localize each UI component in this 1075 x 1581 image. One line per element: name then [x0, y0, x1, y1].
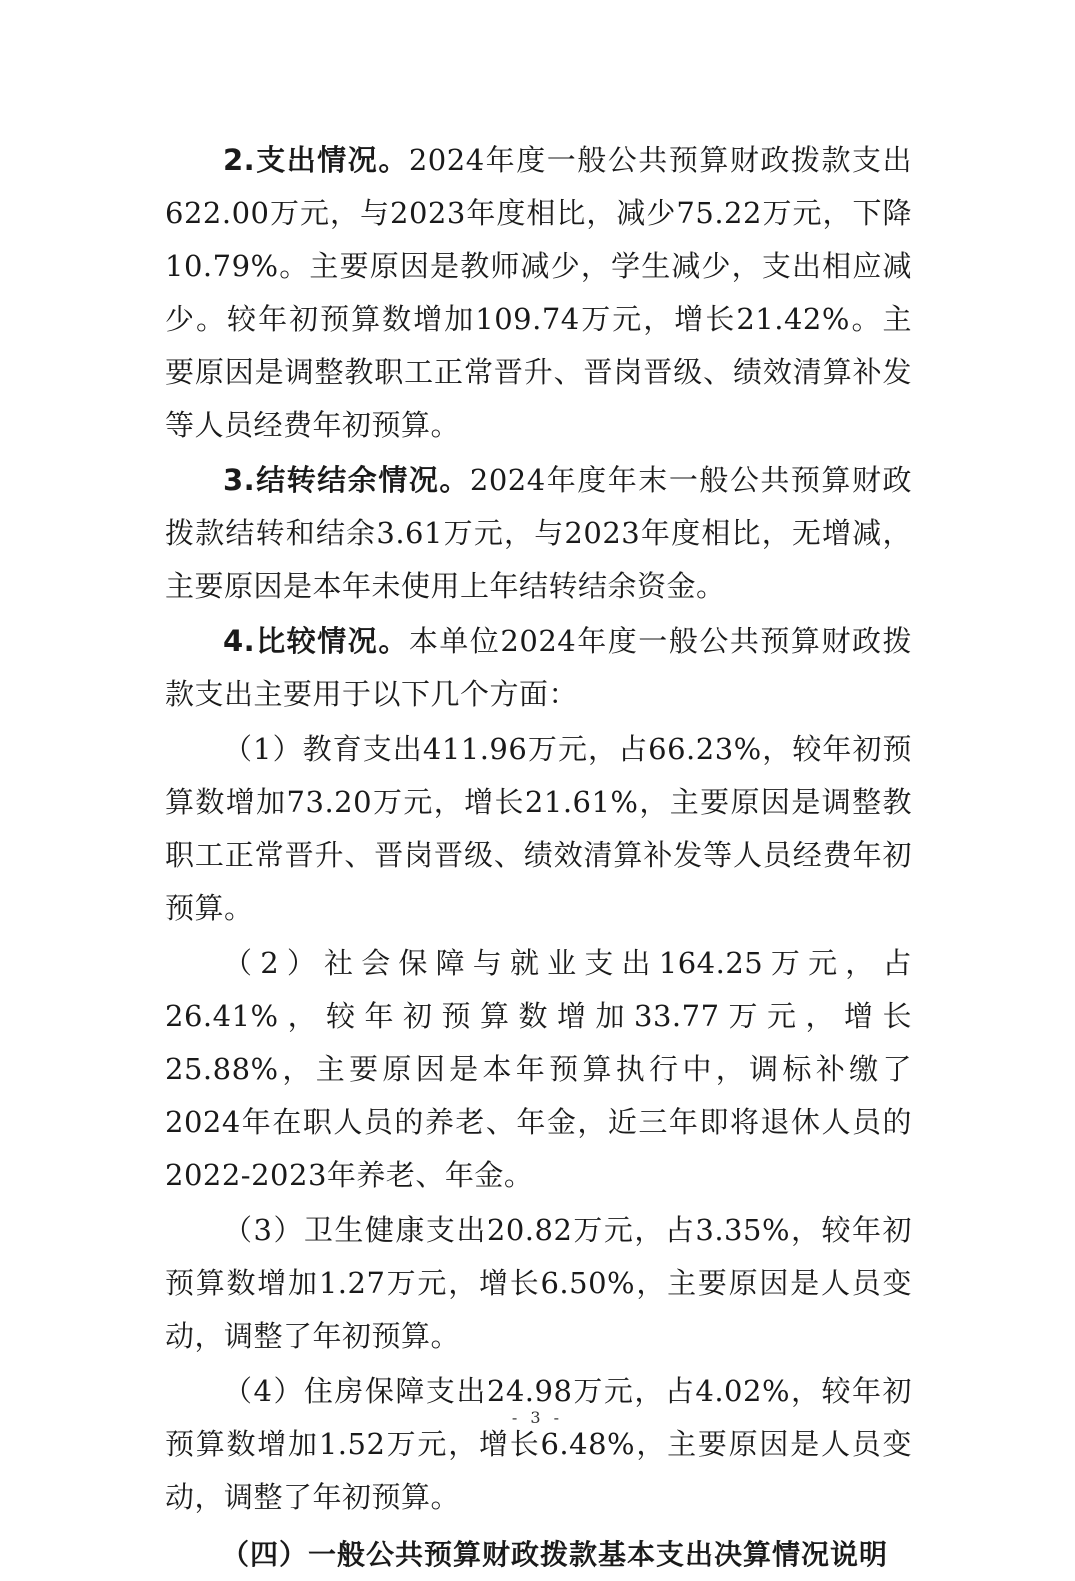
section-heading: （四）一般公共预算财政拨款基本支出决算情况说明 [221, 1538, 889, 1571]
paragraph-comparison [165, 615, 912, 721]
paragraph-spending [165, 134, 912, 452]
document-body [165, 134, 912, 1581]
paragraph-lead: 2.支出情况。 [223, 143, 409, 177]
list-item: （3）卫生健康支出20.82万元，占3.35%，较年初预算数增加1.27万元，增长6.50%，主要原因是人员变动，调整了年初预算。 [165, 1213, 912, 1353]
list-item: （1）教育支出411.96万元，占66.23%，较年初预算数增加73.20万元，增长21.61%，主要原因是调整教职工正常晋升、晋岗晋级、绩效清算补发等人员经费年初预算。 [165, 732, 912, 925]
paragraph-text: 本单位2024年度一般公共预算财政拨款支出主要用于以下几个方面： [165, 624, 912, 711]
page-number: - 3 - [511, 1408, 564, 1427]
list-item: （4）住房保障支出24.98万元，占4.02%，较年初预算数增加1.52万元，增长6.48%，主要原因是人员变动，调整了年初预算。 [165, 1374, 912, 1514]
paragraph-lead: 4.比较情况。 [223, 624, 409, 658]
paragraph-lead: 3.结转结余情况。 [223, 463, 470, 497]
paragraph-carryover [165, 454, 912, 613]
paragraph-text: 2024年度年末一般公共预算财政拨款结转和结余3.61万元，与2023年度相比，无增减，主要原因是本年未使用上年结转结余资金。 [165, 463, 912, 603]
paragraph-text: 2024年度一般公共预算财政拨款支出622.00万元，与2023年度相比，减少75.22万元，下降10.79%。主要原因是教师减少，学生减少，支出相应减少。较年初预算数增加109.74万元，增长21.42%。主要原因是调整教职工正常晋升、晋岗晋级、绩效清算补发等人员经费年初预算。 [165, 143, 912, 442]
list-item: （2）社会保障与就业支出164.25万元，占26.41%，较年初预算数增加33.77万元，增长25.88%，主要原因是本年预算执行中，调标补缴了2024年在职人员的养老、年金，近三年即将退休人员的2022-2023年养老、年金。 [165, 946, 912, 1192]
